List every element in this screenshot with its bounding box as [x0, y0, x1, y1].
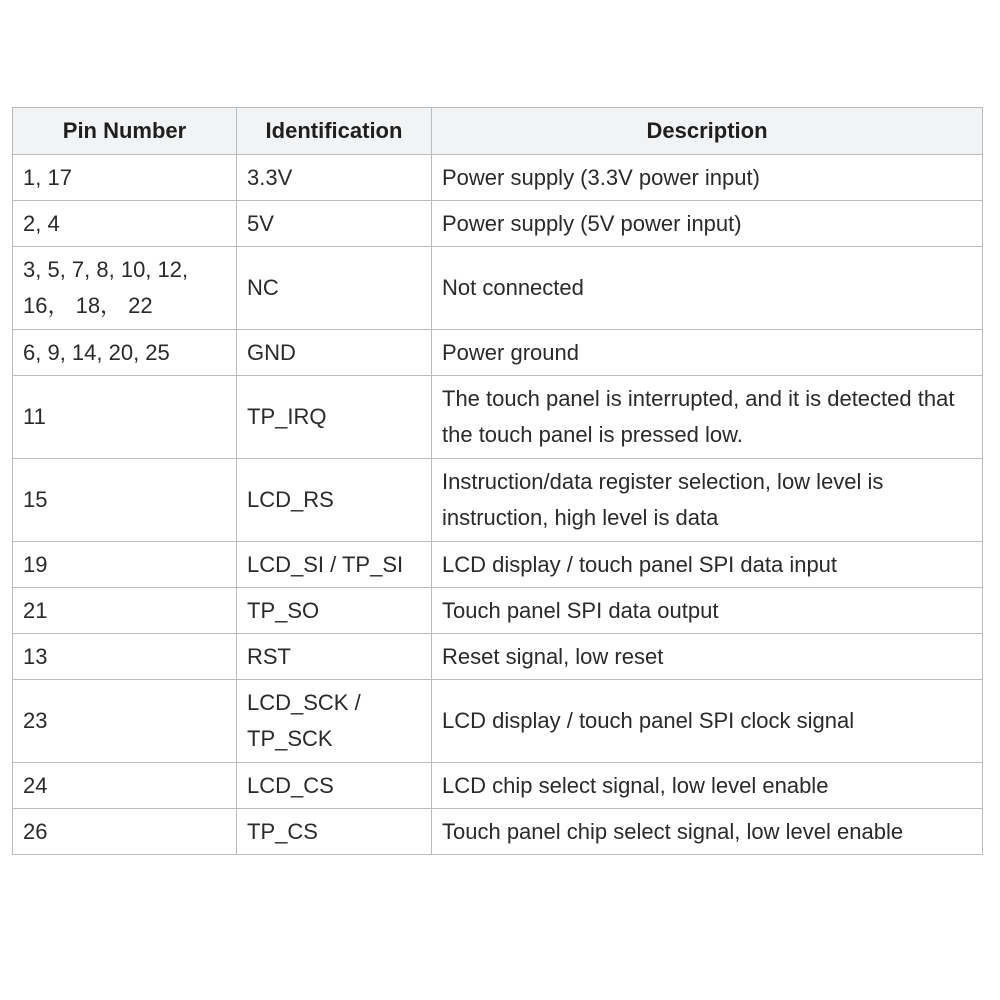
header-description: Description [432, 108, 983, 155]
pin-number-cell: 6, 9, 14, 20, 25 [13, 330, 237, 376]
identification-cell: TP_IRQ [237, 376, 432, 459]
identification-cell: TP_SO [237, 588, 432, 634]
header-identification: Identification [237, 108, 432, 155]
identification-cell: LCD_SCK / TP_SCK [237, 680, 432, 763]
pin-definition-table [12, 107, 983, 855]
identification-cell: GND [237, 330, 432, 376]
description-cell: Touch panel SPI data output [432, 588, 983, 634]
table-row [13, 459, 983, 542]
pin-number-cell: 13 [13, 634, 237, 680]
table-body [13, 155, 983, 855]
table-header [13, 108, 983, 155]
pin-number-cell: 11 [13, 376, 237, 459]
pin-number-cell: 15 [13, 459, 237, 542]
description-cell: Power supply (5V power input) [432, 201, 983, 247]
description-cell: Instruction/data register selection, low level is instruction, high level is data [432, 459, 983, 542]
pin-number-cell: 24 [13, 763, 237, 809]
table-row [13, 155, 983, 201]
table-row [13, 763, 983, 809]
description-cell: The touch panel is interrupted, and it is detected that the touch panel is pressed low. [432, 376, 983, 459]
table-row [13, 588, 983, 634]
description-cell: Reset signal, low reset [432, 634, 983, 680]
identification-cell: NC [237, 247, 432, 330]
pin-number-cell: 3, 5, 7, 8, 10, 12, 16， 18， 22 [13, 247, 237, 330]
table-row [13, 247, 983, 330]
table-row [13, 330, 983, 376]
header-row [13, 108, 983, 155]
pin-number-cell: 19 [13, 542, 237, 588]
pin-number-cell: 26 [13, 809, 237, 855]
identification-cell: RST [237, 634, 432, 680]
identification-cell: LCD_SI / TP_SI [237, 542, 432, 588]
description-cell: LCD chip select signal, low level enable [432, 763, 983, 809]
identification-cell: LCD_CS [237, 763, 432, 809]
description-cell: Touch panel chip select signal, low level enable [432, 809, 983, 855]
table-row [13, 634, 983, 680]
identification-cell: LCD_RS [237, 459, 432, 542]
table-row [13, 680, 983, 763]
table-row [13, 376, 983, 459]
description-cell: Power ground [432, 330, 983, 376]
pin-number-cell: 2, 4 [13, 201, 237, 247]
description-cell: LCD display / touch panel SPI data input [432, 542, 983, 588]
description-cell: LCD display / touch panel SPI clock signal [432, 680, 983, 763]
description-cell: Not connected [432, 247, 983, 330]
pin-number-cell: 23 [13, 680, 237, 763]
table-row [13, 201, 983, 247]
identification-cell: 5V [237, 201, 432, 247]
identification-cell: 3.3V [237, 155, 432, 201]
pin-number-cell: 1, 17 [13, 155, 237, 201]
description-cell: Power supply (3.3V power input) [432, 155, 983, 201]
table-row [13, 809, 983, 855]
identification-cell: TP_CS [237, 809, 432, 855]
header-pin-number: Pin Number [13, 108, 237, 155]
table-row [13, 542, 983, 588]
pin-number-cell: 21 [13, 588, 237, 634]
